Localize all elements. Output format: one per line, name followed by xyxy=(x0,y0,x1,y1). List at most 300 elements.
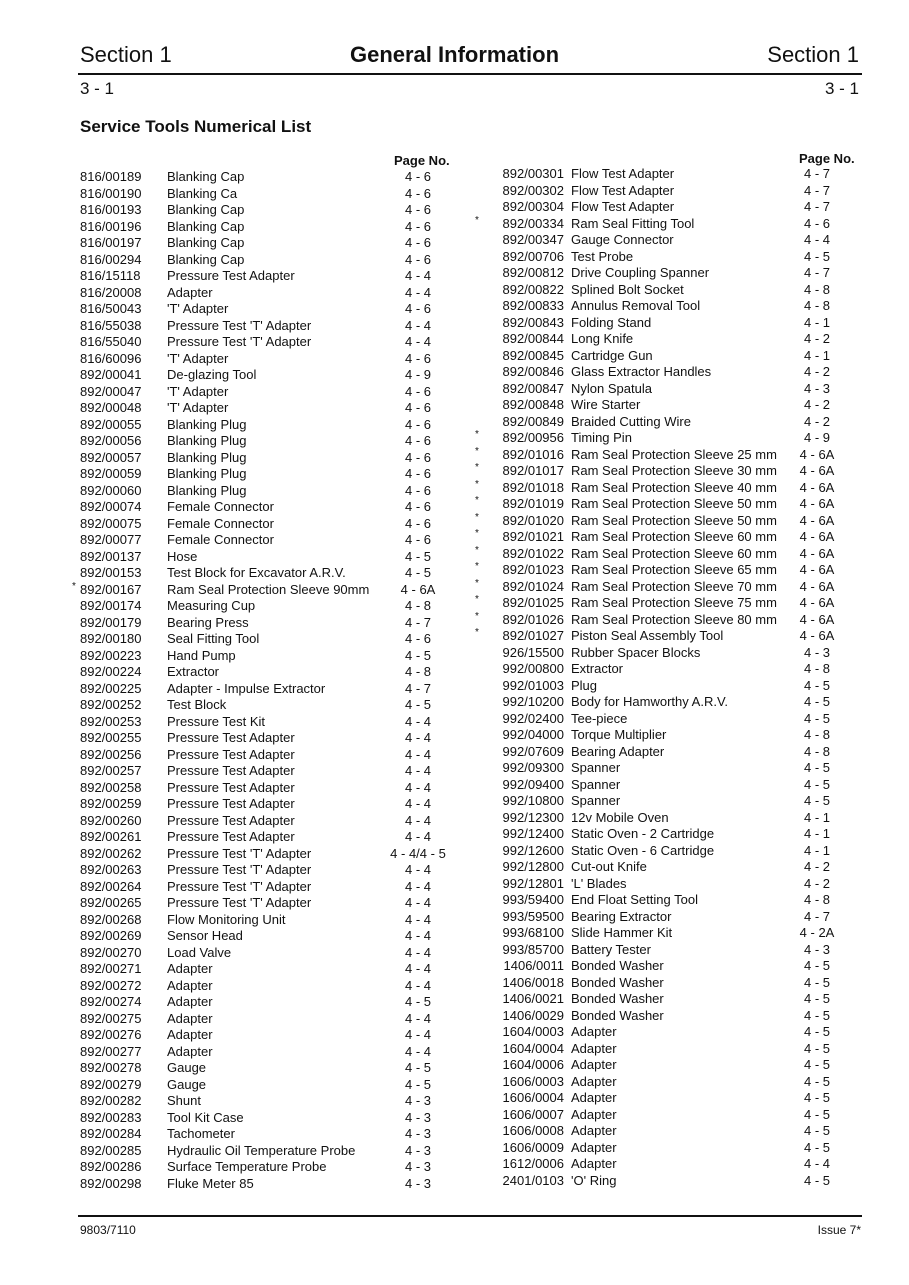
tool-page-ref: 4 - 5 xyxy=(803,776,830,792)
tool-name: Seal Fitting Tool xyxy=(167,631,260,646)
tool-page-ref: 4 - 3 xyxy=(803,941,830,957)
tool-part-number: 892/00252 xyxy=(80,697,142,712)
tool-name: Pressure Test Adapter xyxy=(167,763,295,778)
tool-part-number: 892/00270 xyxy=(80,944,142,960)
tool-part-number: 892/00256 xyxy=(80,746,142,762)
tool-name: Static Oven - 2 Cartridge xyxy=(571,826,715,841)
tool-part-number: 892/00225 xyxy=(80,680,142,696)
tool-name: Load Valve xyxy=(167,944,232,960)
tool-part-number: 892/00269 xyxy=(80,928,142,943)
tool-name: Torque Multiplier xyxy=(571,727,667,742)
tool-page-ref: 4 - 5 xyxy=(803,677,830,693)
tool-part-number: 993/59400 xyxy=(502,892,564,907)
tool-page-ref: 4 - 5 xyxy=(803,958,830,973)
tool-part-number: 892/00261 xyxy=(80,829,142,844)
tool-part-number: 892/00286 xyxy=(80,1159,142,1174)
tool-name: Adapter xyxy=(167,1027,213,1042)
tool-part-number: 892/00264 xyxy=(80,878,142,894)
tool-part-number: 816/00294 xyxy=(80,251,142,267)
tool-name: Adapter xyxy=(167,961,213,976)
tool-part-number: 892/00849 xyxy=(502,413,564,429)
tool-name: Ram Seal Fitting Tool xyxy=(571,215,695,231)
tool-page-ref: 4 - 6A xyxy=(799,562,835,577)
tool-name: Pressure Test Adapter xyxy=(167,829,295,844)
tool-part-number: 892/00822 xyxy=(502,281,564,297)
tool-part-number: 992/12300 xyxy=(502,809,564,825)
tool-name: Pressure Test Adapter xyxy=(167,268,295,283)
tool-page-ref: 4 - 7 xyxy=(803,166,830,181)
tool-part-number: 993/85700 xyxy=(502,941,564,957)
tool-part-number: 892/00848 xyxy=(502,397,564,412)
tool-page-ref: 4 - 6A xyxy=(799,512,835,528)
tool-page-ref: 4 - 1 xyxy=(803,314,830,330)
tool-part-number: 892/01022 xyxy=(502,545,564,561)
tool-part-number: 892/00846 xyxy=(502,364,564,379)
tool-part-number: 992/07609 xyxy=(502,743,564,759)
doc-number: 9803/7110 xyxy=(80,1223,136,1237)
tool-part-number: 892/00265 xyxy=(80,895,142,910)
tool-page-ref: 4 - 5 xyxy=(803,793,830,808)
tool-page-ref: 4 - 6A xyxy=(799,446,835,462)
tool-name: Extractor xyxy=(571,661,624,676)
tool-part-number: 892/00041 xyxy=(80,367,142,382)
tool-part-number: 892/01019 xyxy=(502,496,564,511)
tool-part-number: 892/00137 xyxy=(80,548,142,564)
page-no-header-left: Page No. xyxy=(394,153,450,168)
tool-page-ref: 4 - 8 xyxy=(803,281,830,297)
tool-part-number: 892/00812 xyxy=(502,265,564,280)
tool-page-ref: 4 - 8 xyxy=(803,727,830,742)
tool-name: Body for Hamworthy A.R.V. xyxy=(571,694,729,709)
tool-name: Test Block for Excavator A.R.V. xyxy=(167,565,346,580)
tool-page-ref: 4 - 7 xyxy=(803,265,830,280)
tool-name: Flow Test Adapter xyxy=(571,166,675,181)
tool-page-ref: 4 - 6 xyxy=(404,202,431,217)
tool-part-number: 892/00282 xyxy=(80,1093,142,1108)
tool-page-ref: 4 - 5 xyxy=(404,565,431,580)
tool-part-number: 892/00048 xyxy=(80,400,142,415)
tool-name: Cartridge Gun xyxy=(571,347,653,363)
tool-name: Sensor Head xyxy=(167,928,243,943)
revision-marker: * xyxy=(475,511,479,523)
tool-page-ref: 4 - 5 xyxy=(803,1040,830,1056)
tool-name: Blanking Plug xyxy=(167,433,247,448)
tool-part-number: 1606/0004 xyxy=(502,1090,564,1105)
tool-page-ref: 4 - 5 xyxy=(404,1076,431,1092)
tool-page-ref: 4 - 6 xyxy=(404,383,431,399)
tool-name: Spanner xyxy=(571,760,621,775)
tool-part-number: 892/00224 xyxy=(80,664,142,679)
tool-page-ref: 4 - 6 xyxy=(404,169,431,184)
tool-page-ref: 4 - 1 xyxy=(803,347,830,363)
tool-part-number: 816/50043 xyxy=(80,301,142,316)
tool-page-ref: 4 - 5 xyxy=(803,991,830,1006)
tool-name: Pressure Test 'T' Adapter xyxy=(167,334,312,349)
tool-page-ref: 4 - 4 xyxy=(404,944,431,960)
tool-part-number: 992/12600 xyxy=(502,842,564,858)
tool-name: Adapter xyxy=(167,977,213,993)
tool-page-ref: 4 - 8 xyxy=(404,664,431,679)
revision-marker: * xyxy=(475,528,479,539)
tool-part-number: 892/00271 xyxy=(80,961,142,976)
tool-name: Bonded Washer xyxy=(571,1007,664,1023)
tool-page-ref: 4 - 4 xyxy=(404,284,431,300)
tool-name: Adapter xyxy=(571,1139,617,1155)
tool-page-ref: 4 - 2 xyxy=(803,364,830,379)
tool-part-number: 892/00055 xyxy=(80,416,142,432)
tool-page-ref: 4 - 6A xyxy=(799,595,835,610)
tool-page-ref: 4 - 9 xyxy=(404,367,431,382)
tool-name: Spanner xyxy=(571,776,621,792)
tool-page-ref: 4 - 4 xyxy=(404,268,431,283)
footer-rule xyxy=(78,1215,862,1217)
tool-page-ref: 4 - 6 xyxy=(404,235,431,250)
tool-part-number: 1612/0006 xyxy=(502,1156,564,1171)
tool-page-ref: 4 - 6 xyxy=(404,301,431,316)
tool-name: Pressure Test Adapter xyxy=(167,812,295,828)
tool-page-ref: 4 - 6 xyxy=(404,218,431,234)
tool-part-number: 816/00196 xyxy=(80,218,142,234)
revision-marker: * xyxy=(72,580,76,592)
tool-name: Measuring Cup xyxy=(167,598,256,613)
tool-page-ref: 4 - 3 xyxy=(404,1175,431,1191)
tool-page-ref: 4 - 5 xyxy=(803,760,830,775)
tool-name: 'T' Adapter xyxy=(167,301,229,316)
tool-name: Bearing Adapter xyxy=(571,743,665,759)
tool-part-number: 892/00057 xyxy=(80,449,142,465)
tool-name: Pressure Test Kit xyxy=(167,713,266,729)
tool-part-number: 892/00283 xyxy=(80,1109,142,1125)
tool-page-ref: 4 - 5 xyxy=(803,710,830,726)
tool-name: Timing Pin xyxy=(571,430,632,445)
tool-name: Adapter xyxy=(571,1156,617,1171)
tool-name: Annulus Removal Tool xyxy=(571,298,701,313)
tool-name: Spanner xyxy=(571,793,621,808)
tool-name: Slide Hammer Kit xyxy=(571,925,673,940)
tool-part-number: 1606/0008 xyxy=(502,1123,564,1138)
tool-name: Hand Pump xyxy=(167,647,236,663)
issue-label: Issue 7* xyxy=(817,1223,861,1237)
tool-part-number: 892/00056 xyxy=(80,433,142,448)
tool-part-number: 892/00179 xyxy=(80,614,142,630)
tool-name: Ram Seal Protection Sleeve 50 mm xyxy=(571,496,777,511)
tool-page-ref: 4 - 6 xyxy=(404,631,431,646)
revision-marker: * xyxy=(475,561,479,572)
revision-marker: * xyxy=(475,577,479,589)
revision-marker: * xyxy=(475,214,479,226)
tool-part-number: 992/09400 xyxy=(502,776,564,792)
tool-page-ref: 4 - 3 xyxy=(404,1126,431,1141)
tool-page-ref: 4 - 2 xyxy=(803,397,830,412)
tool-name: Piston Seal Assembly Tool xyxy=(571,628,724,643)
tool-page-ref: 4 - 6A xyxy=(400,581,436,597)
tool-page-ref: 4 - 8 xyxy=(803,661,830,676)
tool-part-number: 892/00284 xyxy=(80,1126,142,1141)
tool-page-ref: 4 - 8 xyxy=(404,598,431,613)
tool-page-ref: 4 - 4 xyxy=(404,1043,431,1059)
tool-part-number: 892/00334 xyxy=(502,215,564,231)
tool-page-ref: 4 - 5 xyxy=(803,1024,830,1039)
tool-part-number: 892/00285 xyxy=(80,1142,142,1158)
tool-part-number: 892/00262 xyxy=(80,845,142,861)
tool-page-ref: 4 - 5 xyxy=(803,1172,830,1188)
page-title: General Information xyxy=(349,42,560,67)
tool-name: Blanking Plug xyxy=(167,449,247,465)
tool-name: 'L' Blades xyxy=(571,875,627,891)
tool-name: Blanking Cap xyxy=(167,251,245,267)
tool-page-ref: 4 - 2A xyxy=(799,925,835,940)
tool-name: Pressure Test Adapter xyxy=(167,746,295,762)
tool-page-ref: 4 - 8 xyxy=(803,892,830,907)
tool-page-ref: 4 - 6 xyxy=(404,532,431,547)
tool-page-ref: 4 - 4 xyxy=(404,796,431,811)
tool-name: Rubber Spacer Blocks xyxy=(571,644,701,660)
tool-page-ref: 4 - 5 xyxy=(803,1073,830,1089)
tool-name: Flow Test Adapter xyxy=(571,182,675,198)
tool-page-ref: 4 - 2 xyxy=(803,859,830,874)
revision-marker: * xyxy=(475,544,479,556)
tool-part-number: 892/00263 xyxy=(80,862,142,877)
tool-part-number: 816/00193 xyxy=(80,202,142,217)
tool-page-ref: 4 - 6 xyxy=(404,482,431,498)
revision-marker: * xyxy=(475,445,479,457)
tool-page-ref: 4 - 2 xyxy=(803,413,830,429)
tool-part-number: 816/00197 xyxy=(80,235,142,250)
tool-name: Blanking Ca xyxy=(167,185,238,201)
tool-page-ref: 4 - 4/4 - 5 xyxy=(390,845,446,861)
tool-page-ref: 4 - 6 xyxy=(404,515,431,531)
tool-name: Pressure Test 'T' Adapter xyxy=(167,845,312,861)
tool-name: Wire Starter xyxy=(571,397,641,412)
tool-page-ref: 4 - 6 xyxy=(404,400,431,415)
tool-part-number: 892/00277 xyxy=(80,1043,142,1059)
tool-part-number: 816/55038 xyxy=(80,317,142,333)
tool-name: Ram Seal Protection Sleeve 90mm xyxy=(167,581,370,597)
tool-name: Flow Monitoring Unit xyxy=(167,911,286,927)
tool-page-ref: 4 - 5 xyxy=(404,548,431,564)
tool-part-number: 892/00845 xyxy=(502,347,564,363)
tool-name: Long Knife xyxy=(571,331,634,346)
tool-name: Test Block xyxy=(167,697,227,712)
tool-page-ref: 4 - 5 xyxy=(803,974,830,990)
tool-part-number: 816/20008 xyxy=(80,284,142,300)
revision-marker: * xyxy=(475,478,479,490)
tool-name: De-glazing Tool xyxy=(167,367,257,382)
tool-page-ref: 4 - 7 xyxy=(803,199,830,214)
section-label-right: Section 1 xyxy=(767,42,859,67)
tool-name: Adapter xyxy=(167,994,213,1009)
tool-name: Pressure Test 'T' Adapter xyxy=(167,878,312,894)
tool-part-number: 1606/0009 xyxy=(502,1139,564,1155)
tool-part-number: 892/00223 xyxy=(80,647,142,663)
tool-part-number: 892/01025 xyxy=(502,595,564,610)
tool-name: Ram Seal Protection Sleeve 50 mm xyxy=(571,512,777,528)
tool-name: End Float Setting Tool xyxy=(571,892,698,907)
tool-name: 'T' Adapter xyxy=(167,400,229,415)
tool-name: Bonded Washer xyxy=(571,991,664,1006)
tool-part-number: 992/12800 xyxy=(502,859,564,874)
tool-page-ref: 4 - 4 xyxy=(404,812,431,828)
tool-name: Pressure Test 'T' Adapter xyxy=(167,862,312,877)
tool-part-number: 1606/0003 xyxy=(502,1073,564,1089)
tool-name: Ram Seal Protection Sleeve 75 mm xyxy=(571,595,777,610)
tool-page-ref: 4 - 3 xyxy=(803,644,830,660)
tool-page-ref: 4 - 8 xyxy=(803,743,830,759)
revision-marker: * xyxy=(475,594,479,605)
tool-part-number: 992/10800 xyxy=(502,793,564,808)
tool-page-ref: 4 - 6 xyxy=(404,350,431,366)
tool-name: Flow Test Adapter xyxy=(571,199,675,214)
tool-part-number: 892/01020 xyxy=(502,512,564,528)
tool-page-ref: 4 - 2 xyxy=(803,331,830,346)
tool-part-number: 892/00279 xyxy=(80,1076,142,1092)
tool-page-ref: 4 - 6 xyxy=(803,215,830,231)
tool-part-number: 892/00272 xyxy=(80,977,142,993)
tool-name: 'T' Adapter xyxy=(167,383,229,399)
page-number-left: 3 - 1 xyxy=(80,79,115,98)
tool-page-ref: 4 - 4 xyxy=(404,895,431,910)
tool-name: Test Probe xyxy=(571,248,634,264)
tool-part-number: 1604/0006 xyxy=(502,1057,564,1072)
tool-page-ref: 4 - 5 xyxy=(404,697,431,712)
tool-part-number: 892/00174 xyxy=(80,598,142,613)
tool-page-ref: 4 - 5 xyxy=(803,1007,830,1023)
tool-part-number: 892/00047 xyxy=(80,383,142,399)
tool-name: Ram Seal Protection Sleeve 70 mm xyxy=(571,578,777,594)
tool-part-number: 892/01018 xyxy=(502,479,564,495)
tool-page-ref: 4 - 6A xyxy=(799,479,835,495)
tool-part-number: 892/00302 xyxy=(502,182,564,198)
tool-name: Tool Kit Case xyxy=(167,1109,244,1125)
tool-name: Blanking Cap xyxy=(167,218,245,234)
tool-page-ref: 4 - 4 xyxy=(803,1156,830,1171)
tool-name: Battery Tester xyxy=(571,941,651,957)
section-label-left: Section 1 xyxy=(80,42,172,67)
tool-part-number: 816/60096 xyxy=(80,350,142,366)
tool-name: Gauge xyxy=(167,1060,207,1075)
tool-name: Adapter xyxy=(571,1057,617,1072)
header-rule xyxy=(78,73,862,75)
tool-name: Adapter xyxy=(571,1106,617,1122)
tool-name: Bonded Washer xyxy=(571,974,664,990)
list-title: Service Tools Numerical List xyxy=(80,117,312,136)
tool-name: Hydraulic Oil Temperature Probe xyxy=(167,1142,356,1158)
tool-name: Splined Bolt Socket xyxy=(571,281,684,297)
tool-part-number: 892/00298 xyxy=(80,1175,142,1191)
tool-part-number: 892/01021 xyxy=(502,529,564,544)
tool-part-number: 892/00847 xyxy=(502,380,564,396)
tool-page-ref: 4 - 5 xyxy=(803,1106,830,1122)
revision-marker: * xyxy=(475,495,479,506)
tool-name: 12v Mobile Oven xyxy=(571,809,669,825)
tool-name: Adapter xyxy=(571,1024,617,1039)
tool-name: Drive Coupling Spanner xyxy=(571,265,710,280)
tool-part-number: 892/00257 xyxy=(80,763,142,778)
tool-part-number: 892/00276 xyxy=(80,1027,142,1042)
tool-part-number: 992/04000 xyxy=(502,727,564,742)
tool-part-number: 892/01023 xyxy=(502,562,564,577)
tool-part-number: 892/00180 xyxy=(80,631,142,646)
tool-name: Ram Seal Protection Sleeve 40 mm xyxy=(571,479,777,495)
tool-page-ref: 4 - 8 xyxy=(803,298,830,313)
tool-page-ref: 4 - 4 xyxy=(404,334,431,349)
revision-marker: * xyxy=(475,462,479,473)
tool-page-ref: 4 - 4 xyxy=(404,829,431,844)
tool-name: Blanking Cap xyxy=(167,202,245,217)
tool-part-number: 892/01024 xyxy=(502,578,564,594)
tool-page-ref: 4 - 6 xyxy=(404,416,431,432)
tool-name: Pressure Test Adapter xyxy=(167,730,295,745)
page-no-header-right: Page No. xyxy=(799,151,855,166)
tool-part-number: 892/00253 xyxy=(80,713,142,729)
tool-name: Blanking Plug xyxy=(167,416,247,432)
tool-page-ref: 4 - 5 xyxy=(803,248,830,264)
tool-page-ref: 4 - 4 xyxy=(404,1027,431,1042)
tool-part-number: 892/00167 xyxy=(80,581,142,597)
tool-name: Blanking Cap xyxy=(167,235,245,250)
tool-name: Shunt xyxy=(167,1093,201,1108)
tool-page-ref: 4 - 2 xyxy=(803,875,830,891)
tool-part-number: 992/00800 xyxy=(502,661,564,676)
tool-part-number: 816/00190 xyxy=(80,185,142,201)
tool-name: Tachometer xyxy=(167,1126,235,1141)
tool-page-ref: 4 - 5 xyxy=(803,1090,830,1105)
tool-part-number: 1406/0018 xyxy=(502,974,564,990)
tool-page-ref: 4 - 7 xyxy=(803,182,830,198)
tool-page-ref: 4 - 4 xyxy=(404,961,431,976)
tool-name: Blanking Plug xyxy=(167,466,247,481)
tool-part-number: 2401/0103 xyxy=(502,1172,564,1188)
tool-part-number: 892/00278 xyxy=(80,1060,142,1075)
tool-page-ref: 4 - 5 xyxy=(404,647,431,663)
tool-name: Female Connector xyxy=(167,532,274,547)
tool-page-ref: 4 - 1 xyxy=(803,842,830,858)
tool-page-ref: 4 - 1 xyxy=(803,809,830,825)
tool-page-ref: 4 - 6A xyxy=(799,611,835,627)
tool-name: 'T' Adapter xyxy=(167,350,229,366)
tool-name: Extractor xyxy=(167,664,220,679)
tool-part-number: 1604/0004 xyxy=(502,1040,564,1056)
tool-name: Ram Seal Protection Sleeve 80 mm xyxy=(571,611,777,627)
tool-page-ref: 4 - 6A xyxy=(799,529,835,544)
tool-name: Nylon Spatula xyxy=(571,380,652,396)
tool-part-number: 892/00843 xyxy=(502,314,564,330)
tool-page-ref: 4 - 6A xyxy=(799,545,835,561)
tool-part-number: 816/55040 xyxy=(80,334,142,349)
tool-part-number: 816/00189 xyxy=(80,169,142,184)
tool-part-number: 892/00347 xyxy=(502,232,564,247)
tool-name: Bonded Washer xyxy=(571,958,664,973)
tool-part-number: 926/15500 xyxy=(502,644,564,660)
tool-part-number: 1406/0011 xyxy=(503,958,564,973)
tool-part-number: 892/00059 xyxy=(80,466,142,481)
tool-page-ref: 4 - 4 xyxy=(404,730,431,745)
tool-name: Cut-out Knife xyxy=(571,859,647,874)
tool-name: Pressure Test 'T' Adapter xyxy=(167,317,312,333)
tool-name: Bearing Press xyxy=(167,614,249,630)
tool-name: Glass Extractor Handles xyxy=(571,364,712,379)
tool-name: Pressure Test 'T' Adapter xyxy=(167,895,312,910)
tool-part-number: 892/01017 xyxy=(502,463,564,478)
tool-part-number: 892/00301 xyxy=(502,166,564,181)
tool-name: Adapter - Impulse Extractor xyxy=(167,680,326,696)
tool-page-ref: 4 - 6 xyxy=(404,449,431,465)
tool-name: Adapter xyxy=(167,284,213,300)
tool-page-ref: 4 - 4 xyxy=(404,317,431,333)
tool-name: Fluke Meter 85 xyxy=(167,1175,254,1191)
tool-page-ref: 4 - 5 xyxy=(803,1139,830,1155)
tool-part-number: 892/01027 xyxy=(502,628,564,643)
